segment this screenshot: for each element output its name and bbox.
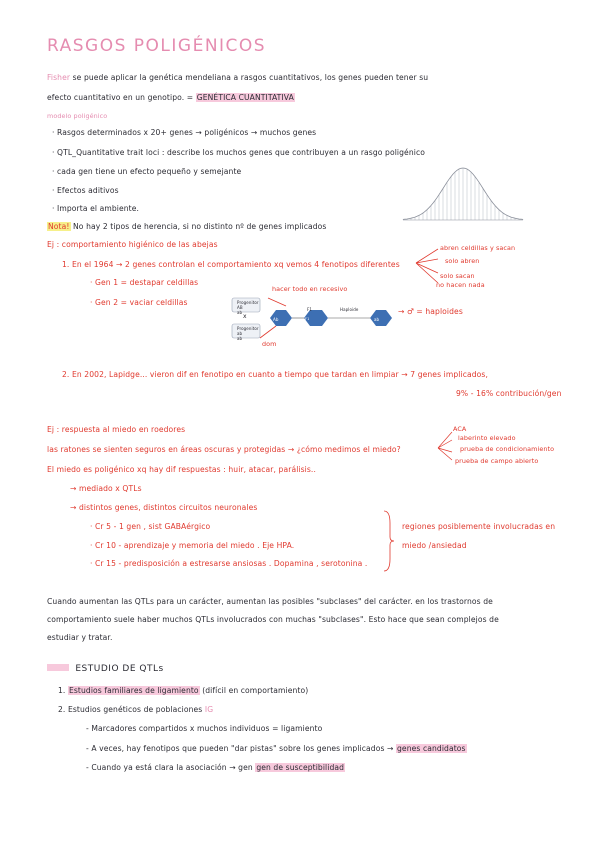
intro-line-1-text: se puede aplicar la genética mendeliana a rasgos cuantitativos, los genes pueden tener su xyxy=(72,73,429,82)
example-2-heading xyxy=(47,425,185,435)
example-1-item-2: 2. En 2002, Lapidge... vieron dif en fenotipo en cuanto a tiempo que tardan en limpiar → 7 genes implicados, xyxy=(62,370,488,379)
study-sub-2-text: - A veces, hay fenotipos que pueden "dar pistas" sobre los genes implicados → xyxy=(86,744,394,753)
diagram-node-4: Progenitor ab ab xyxy=(237,326,259,341)
diagram-node-1: Progenitor AB ab xyxy=(237,300,259,315)
summary-line-3: estudiar y tratar. xyxy=(47,633,113,642)
bullet-2: · QTL_Quantitative trait loci : describe los muchos genes que contribuyen a un rasgo poligénico xyxy=(52,148,425,157)
branch-4: no hacen nada xyxy=(436,281,485,289)
fear-branch-4: prueba de campo abierto xyxy=(455,457,539,465)
note-tag: Nota! xyxy=(48,222,70,231)
fear-branch-2: laberinto elevado xyxy=(458,434,516,442)
diagram-top-label: hacer todo en recesivo xyxy=(272,285,348,293)
fear-branch-1: ACA xyxy=(453,425,467,433)
study-heading-text: ESTUDIO DE QTLs xyxy=(75,664,164,674)
diagram-right-label: → ♂ = haploides xyxy=(398,307,463,316)
bullet-3: · cada gen tiene un efecto pequeño y semejante xyxy=(52,167,242,176)
study-item-1 xyxy=(58,686,308,696)
cr5-line: · Cr 5 - 1 gen , sist GABAérgico xyxy=(90,522,211,531)
intro-line-2 xyxy=(47,93,295,103)
cr15-line: · Cr 15 - predisposición a estresarse ansiosas . Dopamina , serotonina . xyxy=(90,559,368,568)
branch-2: solo abren xyxy=(445,257,480,265)
diagram-bottom-label: dom xyxy=(262,340,277,348)
gen-1: · Gen 1 = destapar celdillas xyxy=(90,278,199,287)
gen-2: · Gen 2 = vaciar celdillas xyxy=(90,298,188,307)
example-1-text: comportamiento higiénico de las abejas xyxy=(61,240,218,249)
fisher-name: Fisher xyxy=(47,73,71,82)
cross-diagram xyxy=(230,290,430,350)
branch-3: solo sacan xyxy=(440,272,475,280)
example-2-line-2: El miedo es poligénico xq hay dif respuestas : huir, atacar, parálisis.. xyxy=(47,465,316,474)
diagram-hex-3: ab xyxy=(374,317,380,322)
diagram-hex-2: F1 haploide AB ab xyxy=(305,317,321,341)
bullet-4: · Efectos aditivos xyxy=(52,186,119,195)
cr10-line: · Cr 10 - aprendizaje y memoria del miedo . Eje HPA. xyxy=(90,541,295,550)
study-item-1-highlight: Estudios familiares de ligamiento xyxy=(68,686,199,695)
study-item-1-number: 1. xyxy=(58,686,66,695)
study-sub-3 xyxy=(86,763,345,773)
distintos-line: → distintos genes, distintos circuitos neuronales xyxy=(70,503,258,512)
study-sub-2-highlight: genes candidatos xyxy=(397,744,466,753)
bullet-1: · Rasgos determinados x 20+ genes → poligénicos → muchos genes xyxy=(52,128,317,137)
example-2-text: respuesta al miedo en roedores xyxy=(61,425,186,434)
bullet-5: · Importa el ambiente. xyxy=(52,204,140,213)
page-title: RASGOS POLIGÉNICOS xyxy=(47,36,267,56)
diagram-haploide: Haploide xyxy=(340,307,359,312)
bell-curve-figure xyxy=(403,163,523,223)
note-text: No hay 2 tipos de herencia, si no distinto nº de genes implicados xyxy=(73,222,327,231)
fear-branch-3: prueba de condicionamiento xyxy=(460,445,555,453)
example-1-item-1: 1. En el 1964 → 2 genes controlan el comportamiento xq vemos 4 fenotipos diferentes xyxy=(62,260,400,269)
study-item-2 xyxy=(58,705,213,715)
example-1-item-2b: 9% - 16% contribución/gen xyxy=(456,389,562,398)
diagram-sign: x xyxy=(243,313,247,320)
mediado-line: → mediado x QTLs xyxy=(70,484,142,493)
branch-1: abren celdillas y sacan xyxy=(440,244,516,252)
chromosome-bracket xyxy=(382,509,396,573)
study-sub-3-highlight: gen de susceptibilidad xyxy=(256,763,345,772)
diagram-hex-1: Ab xyxy=(273,317,279,322)
note-line xyxy=(47,222,326,232)
bracket-text-1: regiones posiblemente involucradas en xyxy=(402,522,556,531)
summary-line-2: comportamiento suele haber muchos QTLs involucrados con muchas "subclases". Esto hace que sean complejos de xyxy=(47,615,499,624)
genetica-cuantitativa-tag: GENÉTICA CUANTITATIVA xyxy=(196,93,294,102)
example-2-line-1: las ratones se sienten seguros en áreas oscuras y protegidas → ¿cómo medimos el miedo? xyxy=(47,445,401,454)
bell-curve-bars xyxy=(403,168,523,220)
summary-line-1: Cuando aumentan las QTLs para un carácter, aumentan las posibles "subclases" del carácter. en los trastornos de xyxy=(47,597,493,606)
study-item-2-text: 2. Estudios genéticos de poblaciones xyxy=(58,705,203,714)
study-sub-3-text: - Cuando ya está clara la asociación → gen xyxy=(86,763,253,772)
example-2-label: Ej : xyxy=(47,425,60,434)
study-sub-2 xyxy=(86,744,467,754)
model-label: modelo poligénico xyxy=(47,112,108,120)
diagram-f1: F1 xyxy=(307,307,313,312)
bracket-text-2: miedo /ansiedad xyxy=(402,541,467,550)
study-heading xyxy=(47,664,164,674)
intro-line-1 xyxy=(47,73,428,83)
study-sub-1: - Marcadores compartidos x muchos individuos = ligamiento xyxy=(86,724,323,733)
intro-line-2-text: efecto cuantitativo en un genotipo. = xyxy=(47,93,194,102)
study-item-2-tag: IG xyxy=(204,705,214,714)
example-1-label: Ej : xyxy=(47,240,60,249)
study-item-1-rest: (difícil en comportamiento) xyxy=(202,686,309,695)
example-1-heading xyxy=(47,240,218,250)
study-heading-marker xyxy=(47,664,69,671)
